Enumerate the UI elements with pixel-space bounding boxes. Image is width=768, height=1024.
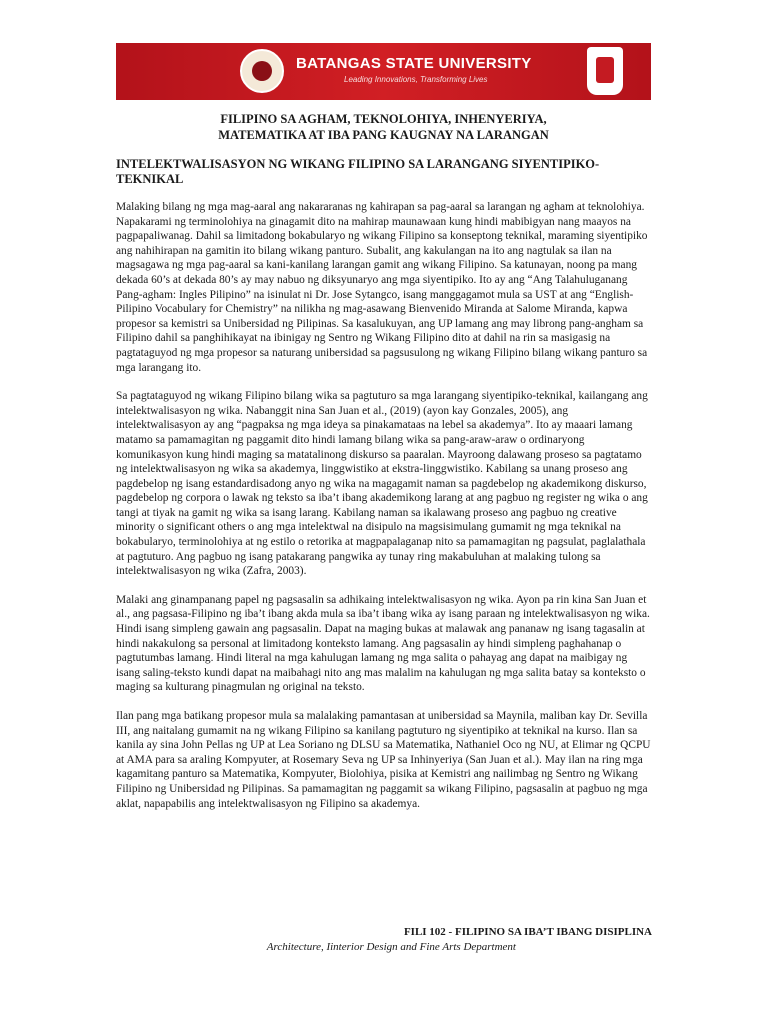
university-banner [116, 43, 651, 100]
footer-department: Architecture, Iinterior Design and Fine Arts Department [266, 941, 516, 953]
paragraph: Malaki ang ginampanang papel ng pagsasalin sa adhikaing intelektwalisasyon ng wika. Ayon pa rin kina San Juan et al., ang pagsasa-Filipino ng iba’t ibang akda mula sa iba’t ibang wika ay isang paraan ng intelektwalisasyon ng wika. Hindi isang simpleng gawain ang pagsasalin. Dapat na maging bukas at malawak ang pananaw ng isang tagasalin at hindi nakakulong sa personal at limitadong konteksto lamang. Ang pagsasalin ay hindi simpleng paghahanap o pagtutumbas lamang. Hindi literal na mga kahulugan lamang ng mga salita o pahayag ang dapat na maibigay ng isang saling-teksto kundi dapat na maibahagi nito ang mas malalim na kahulugan ng mga salita batay sa konteksto o maging sa kulturang pinagmulan ng original na teksto. [116, 593, 650, 694]
university-tagline: Leading Innovations, Transforming Lives [344, 75, 488, 84]
university-seal-icon [240, 49, 284, 93]
section-heading: INTELEKTWALISASYON NG WIKANG FILIPINO SA LARANGANG SIYENTIPIKO-TEKNIKAL [116, 157, 600, 186]
document-title [116, 111, 651, 143]
document-body [116, 200, 654, 825]
footer-course: FILI 102 - FILIPINO SA IBA’T IBANG DISIPLINA [403, 926, 652, 938]
paragraph: Ilan pang mga batikang propesor mula sa malalaking pamantasan at unibersidad sa Maynila, maliban kay Dr. Sevilla III, ang naitalang gumamit na ng wikang Filipino sa kanilang pagtuturo ng siyentipiko at teknikal na kurso. Ilan sa kanila ay sina John Pellas ng UP at Lea Soriano ng DLSU sa Matematika, Nathaniel Oco ng NU, at Elimar ng QCPU at AMA para sa araling Kompyuter, at Rosemary Seva ng UP sa Inhinyeriya (San Juan et al.). May ilan na ring mga kagamitang panturo sa Matematika, Kompyuter, Biolohiya, pisika at Kemistri ang nailimbag ng Sentro ng Wikang Filipino ng Unibersidad ng Pilipinas. Sa pamamagitan ng paggamit sa wikang Filipino, pagsasalin at pagbuo ng mga aklat, napapabilis ang intelektwalisasyon ng Filipino sa akademya. [116, 710, 651, 810]
paragraph: Sa pagtataguyod ng wikang Filipino bilang wika sa pagtuturo sa mga larangang siyentipiko-teknikal, kailangang ang intelektwalisasyon ng wika. Nabanggit nina San Juan et al., (2019) (ayon kay Gonzales, 2005), ang intelektwalisasyon ay ang “pagpaksa ng mga ideya sa pinakamataas na lebel sa akademya”. Ito ay maaari lamang matamo sa pamamagitan ng paggamit dito hindi lamang bilang wika sa pang-araw-araw o ordinaryong komunikasyon kung hindi maging sa matatalinong diskurso sa paaralan. Mayroong dalawang proseso sa pagtatamo ng intelektwalisasyon ng wika sa akademya, linggwistiko at ekstra-linggwistiko. Kabilang sa unang proseso ang pagdebelop ng isang estandardisadong anyo ng wika na magagamit naman sa pagdebelop ng akademikong diskurso, pagdebelop ng corpora o lawak ng teksto sa iba’t ibang akademikong larang at ang pagbuo ng register ng wika o ang tangi at tiyak na gamit ng wika sa isang larang. Kabilang naman sa ikalawang proseso ang pagbuo ng creative minority o significant others o ang mga intelektwal na disipulo na magsisimulang gumamit ng mga teknikal na bokabularyo, terminolohiya at ng estilo o retorika at magpapalaganap nito sa pamamagitan ng pagsulat, paglalathala at pagtuturo. Ang pagbuo ng isang patakarang pangwika ay tunay ring makabuluhan at malaking tulong sa intelektwalisasyon ng wika (Zafra, 2003). [116, 390, 648, 578]
paragraph: Malaking bilang ng mga mag-aaral ang nakararanas ng kahirapan sa pag-aaral sa larangan ng agham at teknolohiya. Napakarami ng terminolohiya na ginagamit dito na mahirap maunawaan kung hindi mabibigyan nang maayos na pagpapaliwanag. Dahil sa limitadong bokabularyo ng wikang Filipino sa konseptong teknikal, maraming siyentipiko ang nahihirapan na gamitin ito bilang wikang panturo. Subalit, ang kakulangan na ito ang nagtulak sa ilan na magsagawa ng mga pag-aaral sa kani-kanilang larangan gamit ang wikang Filipino. Sa katunayan, noong pa mang dekada 60’s at dekada 80’s ay may nabuo ng diksyunaryo ang mga siyentipiko. Ito ay ang “Ang Talahuluganang Pang-agham: Ingles Pilipino” na isinulat ni Dr. Jose Sytangco, isang manggagamot mula sa UST at ang “English-Pilipino Vocabulary for Chemistry” na nilikha ng mag-asawang Bienvenido Miranda at Salome Miranda, kapwa propesor sa kemistri sa Unibersidad ng Pilipinas. Sa kasalukuyan, ang UP lamang ang may librong pang-angham sa Filipino dahil sa panghihikayat na ibinigay ng Sentro ng Wikang Filipino dito at dahil na rin sa masigasig na pagtataguyod ng mga propesor sa naturang unibersidad sa pagsusulong ng wikang Filipino bilang wikang panturo sa mga larangang ito. [116, 201, 648, 374]
spartan-shield-icon [587, 47, 623, 95]
university-name: BATANGAS STATE UNIVERSITY [296, 55, 532, 72]
title-line-2: MATEMATIKA AT IBA PANG KAUGNAY NA LARANGAN [218, 128, 549, 142]
title-line-1: FILIPINO SA AGHAM, TEKNOLOHIYA, INHENYERIYA, [220, 112, 547, 126]
